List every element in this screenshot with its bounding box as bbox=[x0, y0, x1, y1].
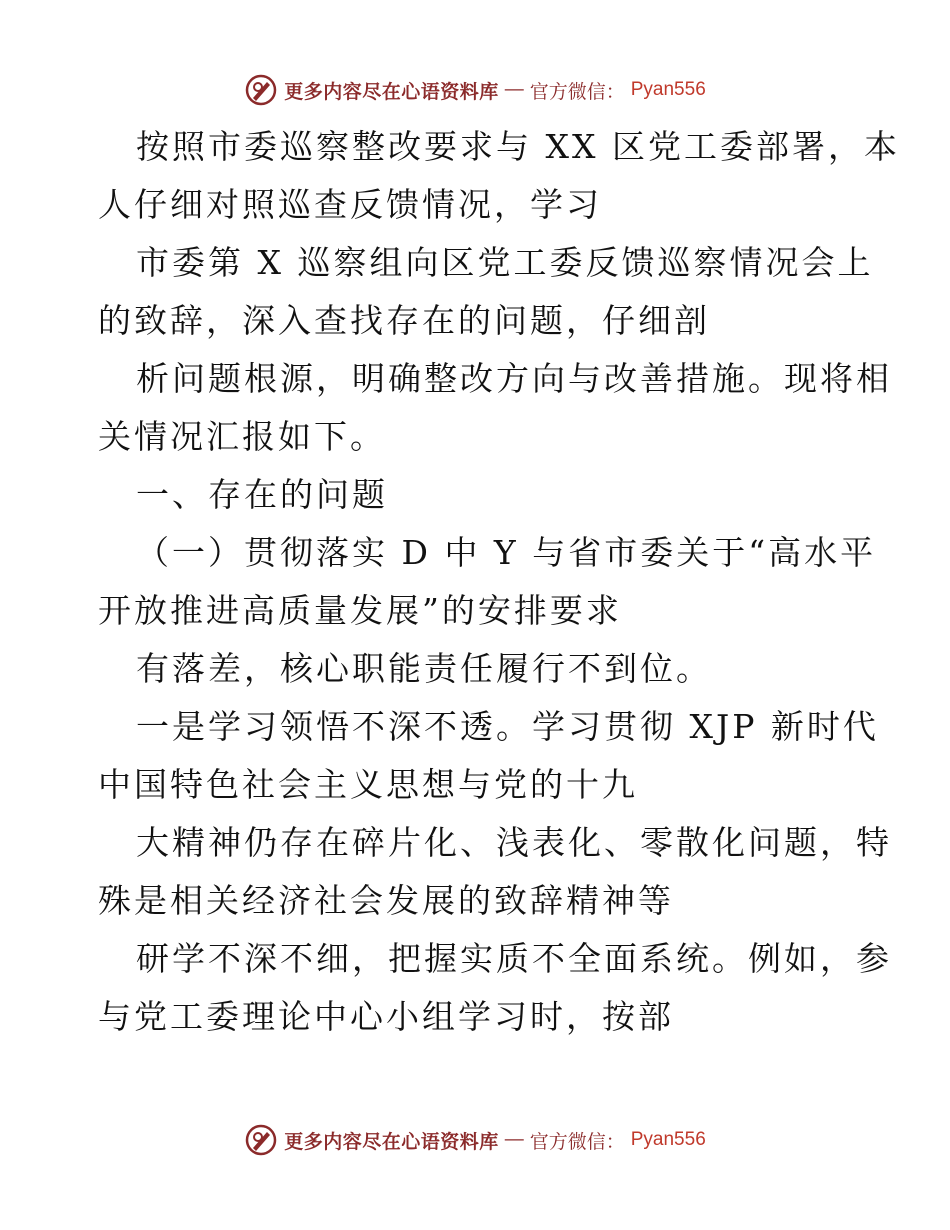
section-heading bbox=[98, 466, 858, 524]
watermark-dash: — bbox=[504, 1129, 524, 1150]
paragraph-line: 人仔细对照巡查反馈情况，学习 bbox=[98, 185, 602, 224]
paragraph-line: 殊是相关经济社会发展的致辞精神等 bbox=[98, 881, 674, 920]
paragraph bbox=[98, 814, 892, 930]
paragraph-line: 与党工委理论中心小组学习时，按部 bbox=[98, 997, 674, 1036]
paragraph bbox=[98, 930, 892, 1046]
paragraph-line: 中国特色社会主义思想与党的十九 bbox=[98, 765, 638, 804]
watermark-main-text: 更多内容尽在心语资料库 bbox=[284, 81, 499, 103]
document-body bbox=[98, 118, 900, 1046]
paragraph-line: 关情况汇报如下。 bbox=[98, 417, 386, 456]
paragraph bbox=[98, 118, 900, 234]
paragraph-line: 研学不深不细，把握实质不全面系统。例如，参 bbox=[136, 939, 892, 978]
header-watermark bbox=[0, 68, 950, 112]
paragraph-line: 有落差，核心职能责任履行不到位。 bbox=[136, 649, 712, 688]
paragraph-line: 按照市委巡察整改要求与 XX 区党工委部署，本 bbox=[136, 127, 900, 166]
subsection-heading bbox=[98, 524, 877, 640]
footer-watermark bbox=[0, 1118, 950, 1162]
paragraph-line: 一、存在的问题 bbox=[136, 475, 388, 514]
paragraph bbox=[98, 640, 858, 698]
paragraph-line: 大精神仍存在碎片化、浅表化、零散化问题，特 bbox=[136, 823, 892, 862]
paragraph-line: 开放推进高质量发展”的安排要求 bbox=[98, 591, 622, 630]
paragraph-line: 一是学习领悟不深不透。学习贯彻 XJP 新时代 bbox=[136, 707, 879, 746]
watermark-id-text: Pyan556 bbox=[630, 1129, 706, 1150]
paragraph-line: （一）贯彻落实 D 中 Y 与省市委关于“高水平 bbox=[136, 533, 877, 572]
watermark-id-text: Pyan556 bbox=[630, 79, 706, 100]
paragraph bbox=[98, 350, 892, 466]
watermark-main-text: 更多内容尽在心语资料库 bbox=[284, 1131, 499, 1153]
watermark-dash: — bbox=[504, 79, 524, 100]
paragraph bbox=[98, 234, 874, 350]
paragraph-line: 市委第 X 巡察组向区党工委反馈巡察情况会上 bbox=[136, 243, 874, 282]
paragraph bbox=[98, 698, 879, 814]
paragraph-line: 析问题根源，明确整改方向与改善措施。现将相 bbox=[136, 359, 892, 398]
watermark-sub-text: 官方微信： bbox=[529, 1131, 625, 1153]
pen-logo-icon bbox=[244, 73, 278, 107]
paragraph-line: 的致辞，深入查找存在的问题，仔细剖 bbox=[98, 301, 710, 340]
watermark-sub-text: 官方微信： bbox=[529, 81, 625, 103]
pen-logo-icon bbox=[244, 1123, 278, 1157]
